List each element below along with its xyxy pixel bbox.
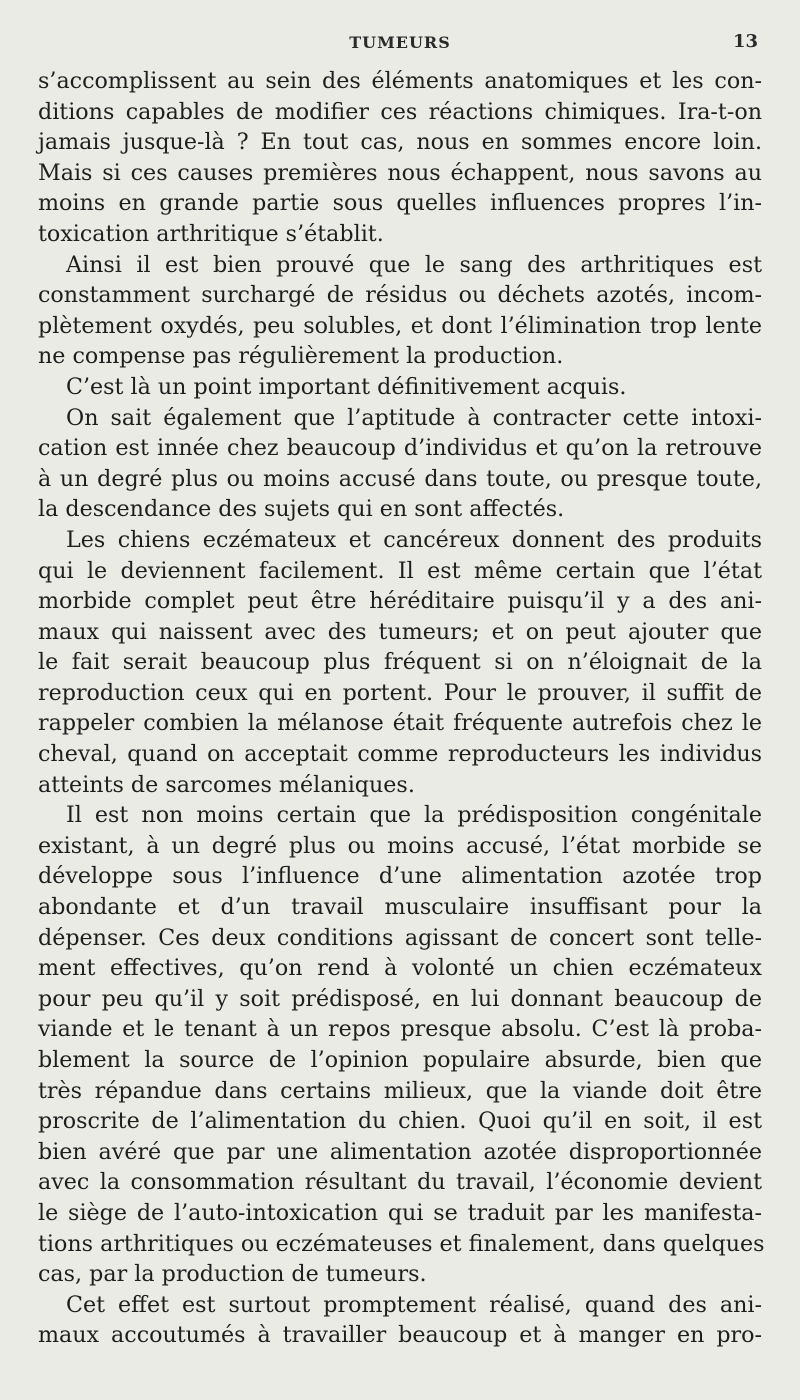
text-line: cas, par la production de tumeurs.: [38, 1261, 427, 1288]
text-line: Les chiens eczémateux et cancéreux donnent des produits: [66, 526, 762, 553]
paragraph-7: [38, 1290, 762, 1351]
text-line: pour peu qu’il y soit prédisposé, en lui donnant beaucoup de: [38, 985, 762, 1012]
text-line: la descendance des sujets qui en sont affectés.: [38, 496, 565, 523]
text-line: atteints de sarcomes mélaniques.: [38, 771, 415, 798]
running-title: TUMEURS: [349, 33, 451, 52]
paragraph-2: [38, 250, 762, 372]
text-line: dépenser. Ces deux conditions agissant de concert sont telle-: [38, 924, 762, 951]
text-line: moins en grande partie sous quelles influences propres l’in-: [38, 190, 762, 217]
text-line: Il est non moins certain que la prédisposition congénitale: [66, 802, 762, 829]
text-line: constamment surchargé de résidus ou déchets azotés, incom-: [38, 282, 762, 309]
text-line: Mais si ces causes premières nous échappent, nous savons au: [38, 159, 762, 186]
text-line: maux qui naissent avec des tumeurs; et on peut ajouter que: [38, 618, 762, 645]
text-line: plètement oxydés, peu solubles, et dont l’élimination trop lente: [38, 312, 762, 339]
text-line: maux accoutumés à travailler beaucoup et à manger en pro-: [38, 1322, 762, 1349]
text-line: toxication arthritique s’établit.: [38, 220, 384, 247]
page-number: 13: [732, 31, 758, 52]
page-body: [38, 66, 765, 1351]
text-line: qui le deviennent facilement. Il est même certain que l’état: [38, 557, 762, 584]
text-line: jamais jusque-là ? En tout cas, nous en sommes encore loin.: [38, 129, 762, 156]
text-line: à un degré plus ou moins accusé dans toute, ou presque toute,: [38, 465, 762, 492]
text-line: tions arthritiques ou eczémateuses et finalement, dans quelques: [38, 1230, 765, 1257]
paragraph-5: [38, 525, 762, 800]
text-line: développe sous l’influence d’une alimentation azotée trop: [38, 863, 762, 890]
text-line: s’accomplissent au sein des éléments anatomiques et les con-: [38, 68, 762, 94]
text-line: le fait serait beaucoup plus fréquent si on n’éloignait de la: [38, 649, 762, 676]
text-line: Cet effet est surtout promptement réalisé, quand des ani-: [66, 1291, 762, 1318]
text-line: cheval, quand on acceptait comme reproducteurs les individus: [38, 741, 762, 768]
text-line: ment effectives, qu’on rend à volonté un chien eczémateux: [38, 955, 762, 982]
text-line: blement la source de l’opinion populaire absurde, bien que: [38, 1047, 762, 1073]
text-line: reproduction ceux qui en portent. Pour le prouver, il suffit de: [38, 679, 762, 706]
text-line: le siège de l’auto-intoxication qui se traduit par les manifesta-: [38, 1199, 762, 1226]
text-line: cation est innée chez beaucoup d’individus et qu’on la retrouve: [38, 435, 762, 462]
text-line: ne compense pas régulièrement la production.: [38, 343, 564, 370]
text-line: très répandue dans certains milieux, que la viande doit être: [38, 1077, 762, 1104]
text-line: On sait également que l’aptitude à contracter cette intoxi-: [66, 404, 762, 431]
text-line: ditions capables de modifier ces réactions chimiques. Ira-t-on: [38, 98, 762, 125]
text-line: existant, à un degré plus ou moins accusé, l’état morbide se: [38, 832, 762, 859]
text-line: viande et le tenant à un repos presque absolu. C’est là proba-: [38, 1016, 762, 1043]
paragraph-1: [38, 66, 762, 250]
text-line: rappeler combien la mélanose était fréquente autrefois chez le: [38, 710, 762, 737]
text-line: C’est là un point important définitivement acquis.: [66, 373, 627, 400]
text-line: proscrite de l’alimentation du chien. Quoi qu’il en soit, il est: [38, 1108, 762, 1135]
paragraph-3: [38, 372, 762, 403]
paragraph-6: [38, 800, 765, 1290]
text-line: Ainsi il est bien prouvé que le sang des arthritiques est: [66, 251, 762, 278]
text-line: morbide complet peut être héréditaire puisqu’il y a des ani-: [38, 588, 762, 615]
text-line: abondante et d’un travail musculaire insuffisant pour la: [38, 894, 762, 921]
text-line: bien avéré que par une alimentation azotée disproportionnée: [38, 1138, 762, 1165]
text-line: avec la consommation résultant du travail, l’économie devient: [38, 1169, 762, 1196]
paragraph-4: [38, 403, 762, 525]
